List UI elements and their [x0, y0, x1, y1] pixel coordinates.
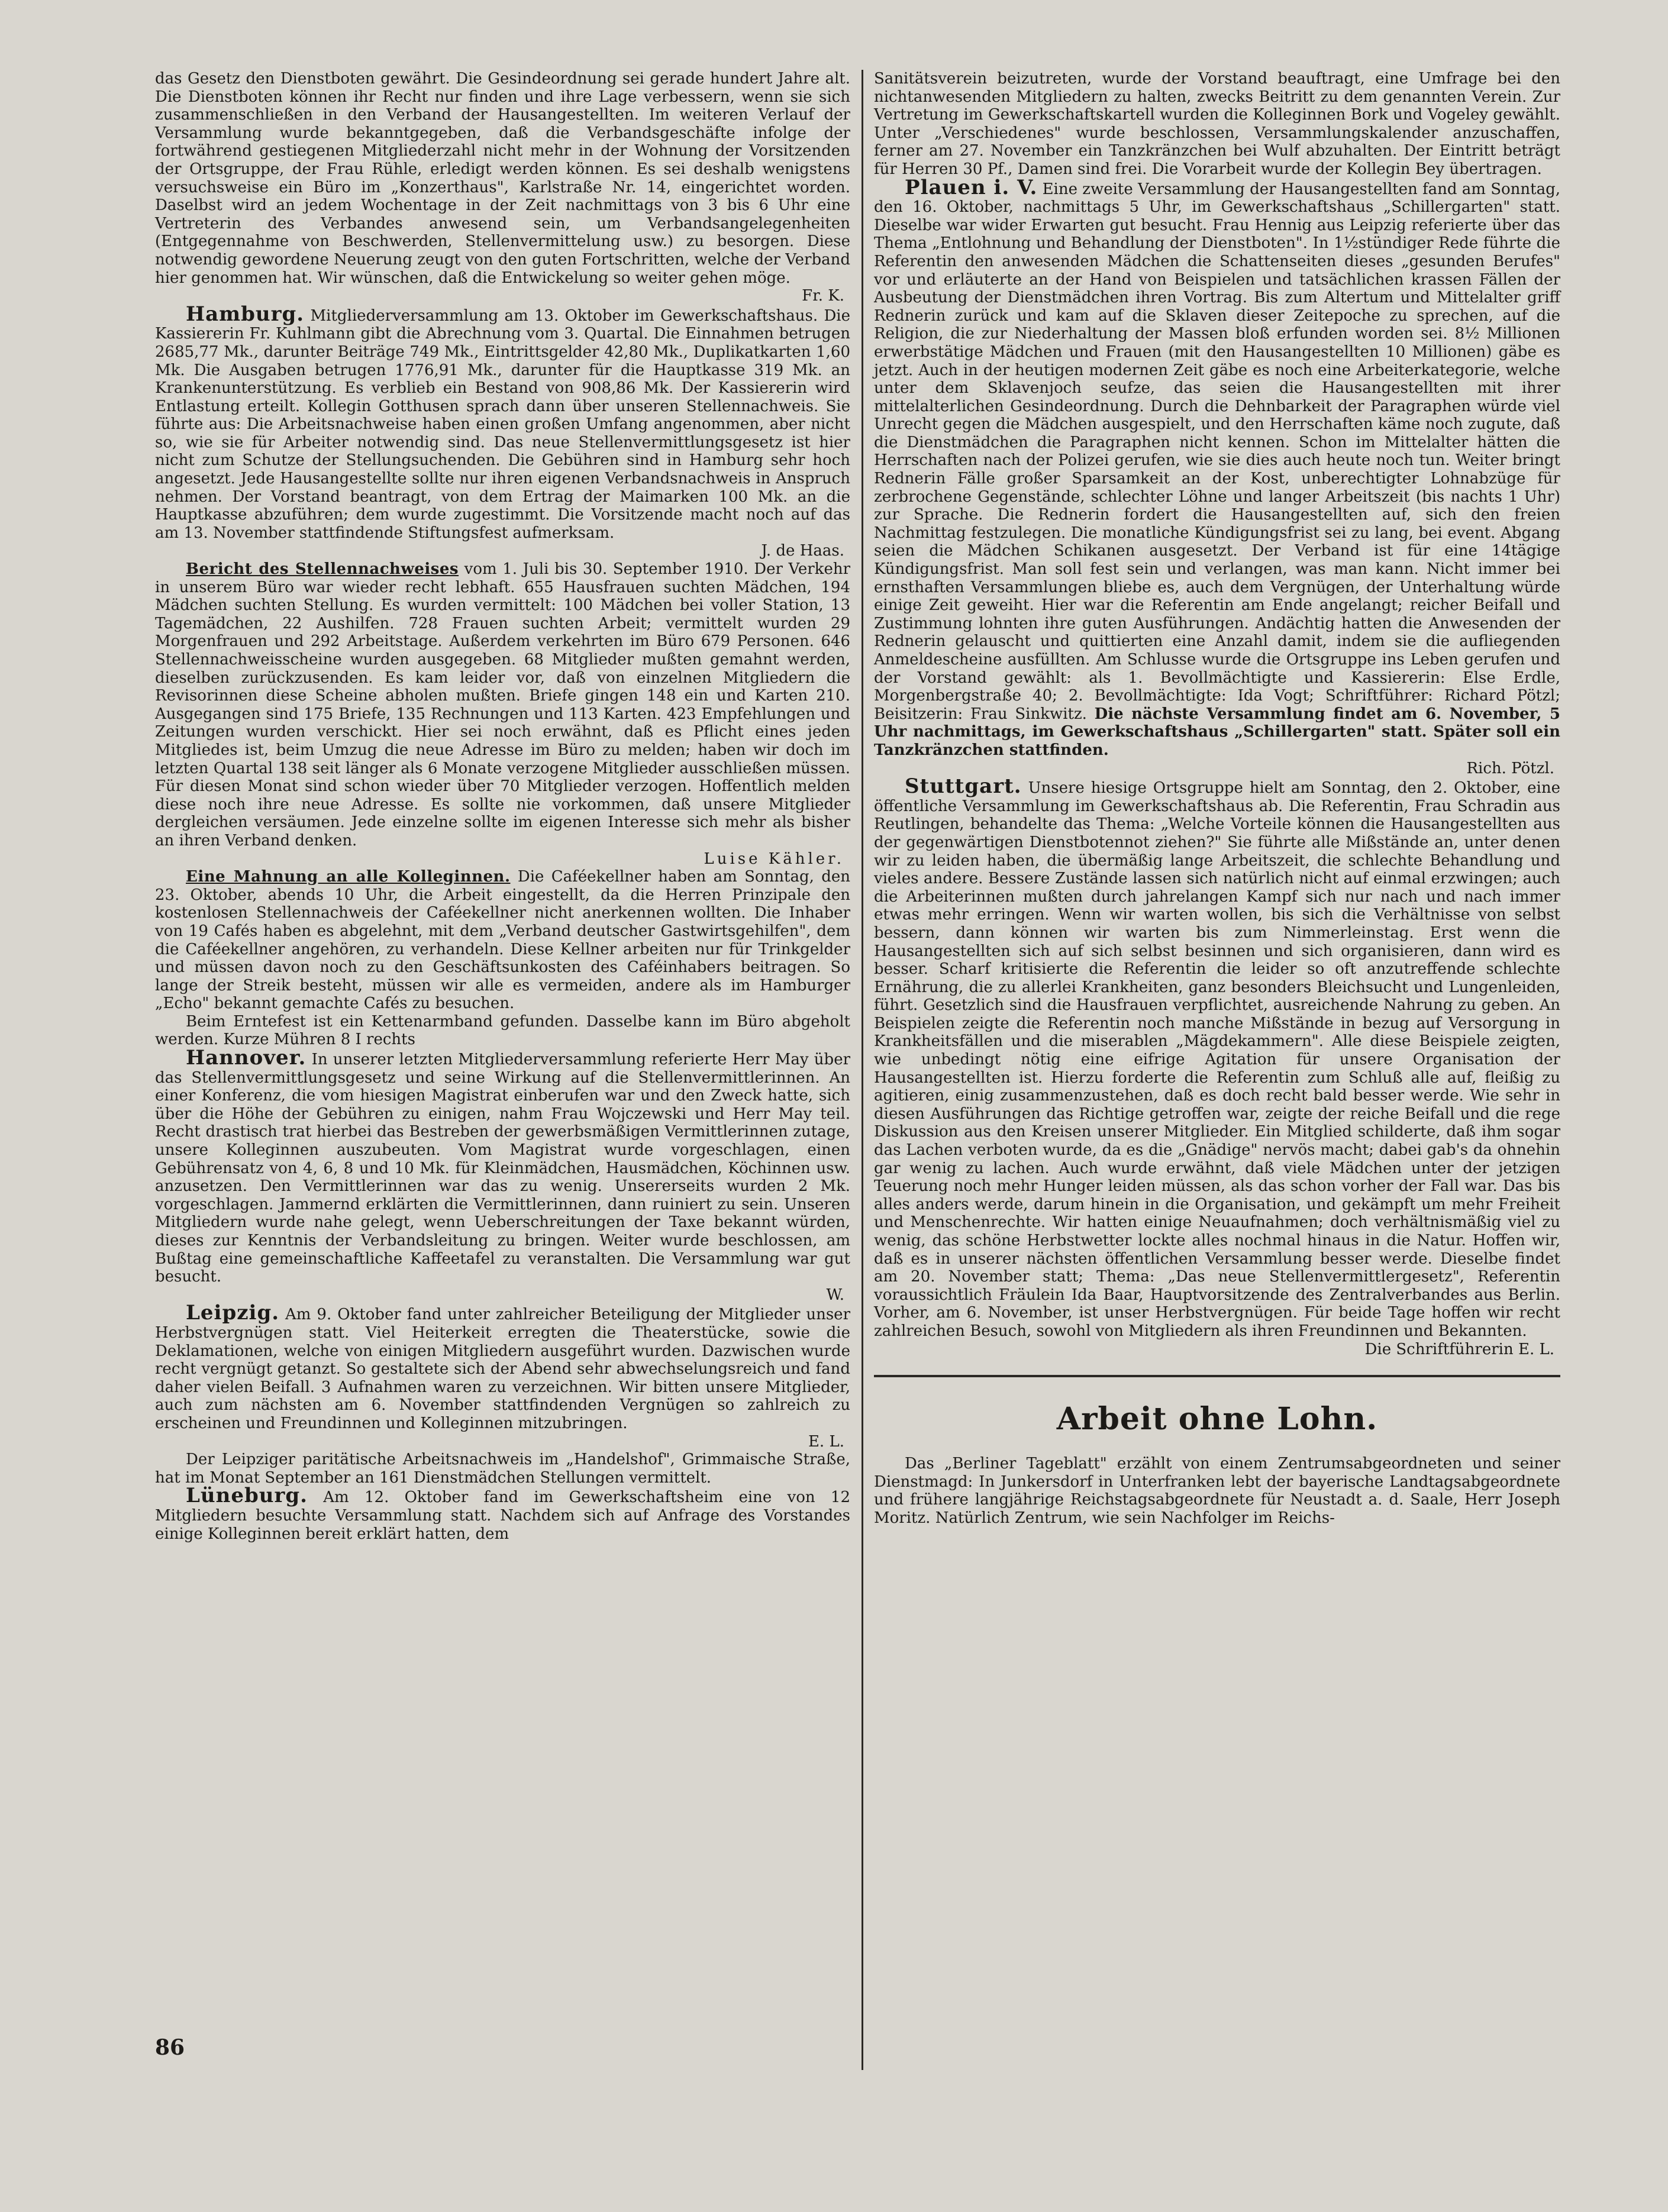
text-plauen: Eine zweite Versammlung der Hausangestellten fand am Sonntag, den 16. Oktober, nachmittags 5 Uhr, im Gewerkschaftshaus „Schillergarten" statt. Dieselbe war wider Erwarten gut besucht. Frau Hennig aus Leipzig referierte über das Thema „Entlohnung und Behandlung der Dienstboten". In 1½stündiger Rede führte die Referentin den anwesenden Mädchen die Schattenseiten dieses „gesunden Berufes" vor und erläuterte an der Hand von Beispielen und tatsächlichen krassen Fällen der Ausbeutung der Dienstmädchen ihren Vortrag. Bis zum Altertum und Mittelalter griff Rednerin zurück und kam auf die Sklaven dieser Zeitepoche zu sprechen, auf die Religion, die zur Niederhaltung der Massen bloß erfunden worden sei. 8½ Millionen erwerbstätige Mädchen und Frauen (mit den Hausangestellten 10 Millionen) gäbe es jetzt. Auch in der heutigen modernen Zeit gäbe es noch eine Arbeiterkategorie, welche unter dem Sklavenjoch seufze, das seien die Hausangestellten mit ihrer mittelalterlichen Gesindeordnung. Durch die Dehnbarkeit der Paragraphen würde viel Unrecht gegen die Mädchen ausgespielt, und den Herrschaften käme noch zugute, daß die Dienstmädchen die Paragraphen nicht kennen. Schon im Mittelalter hätten die Herrschaften nach der Polizei gerufen, wie sie dies auch heute noch tun. Weiter bringt Rednerin Fälle großer Sparsamkeit an der Kost, unberechtigter Lohnabzüge für zerbrochene Gegenstände, schlechter Löhne und langer Arbeitszeit (bis nachts 1 Uhr) zur Sprache. Die Rednerin fordert die Hausangestellten auf, sich den freien Nachmittag festzulegen. Die monatliche Kündigungsfrist sei zu lang, bei event. Abgang seien die Mädchen Schikanen ausgesetzt. Der Verband ist für eine 14tägige Kündigungsfrist. Man soll fest sein und verlangen, was man kann. Nicht immer bei ernsthaften Versammlungen bliebe es, auch dem Vergnügen, der Unterhaltung würde einige Zeit geweiht. Hier war die Referentin am Ende angelangt; reicher Beifall und Zustimmung lohnten ihre guten Ausführungen. Andächtig hatten die Anwesenden der Rednerin gelauscht und quittierten eine Anzahl damit, indem sie die aufliegenden Anmeldescheine ausfüllten. Am Schlusse wurde die Ortsgruppe ins Leben gerufen und der Vorstand gewählt: als 1. Bevollmächtigte und Kassiererin: Else Erdle, Morgenbergstraße 40; 2. Bevollmächtigte: Ida Vogt; Schriftführer: Richard Pötzl; Beisitzerin: Frau Sinkwitz.: [874, 180, 1561, 723]
paragraph-intro: das Gesetz den Dienstboten gewährt. Die Gesindeordnung sei gerade hundert Jahre alt. Die Dienstboten können ihr Recht nur finden und ihre Lage verbessern, wenn sie sich zusammenschließen in den Verband der Hausangestellten. Im weiteren Verlauf der Versammlung wurde bekanntgegeben, daß die Verbandsgeschäfte infolge der fortwährend gestiegenen Mitgliederzahl nicht mehr in der Wohnung der Vorsitzenden der Ortsgruppe, der Frau Rühle, erledigt werden können. Es sei deshalb wenigstens versuchsweise ein Büro im „Konzerthaus", Karlstraße Nr. 14, eingerichtet worden. Daselbst wird an jedem Wochentage in der Zeit nachmittags von 3 bis 6 Uhr eine Vertreterin des Verbandes anwesend sein, um Verbandsangelegenheiten (Entgegennahme von Beschwerden, Stellenvermittelung usw.) zu besorgen. Diese notwendig gewordene Neuerung zeugt von den guten Fortschritten, welche der Verband hier genommen hat. Wir wünschen, daß die Entwickelung so weiter gehen möge.: [155, 70, 850, 287]
section-lueneburg: [155, 1484, 850, 1543]
heading-stuttgart: Stuttgart.: [905, 774, 1022, 799]
section-divider: [874, 1375, 1560, 1377]
section-mahnung: [155, 868, 850, 1013]
article-title: Arbeit ohne Lohn.: [1056, 1401, 1378, 1438]
heading-hamburg: Hamburg.: [186, 302, 305, 326]
signature: W.: [826, 1286, 844, 1304]
text-mahnung: Die Caféekellner haben am Sonntag, den 23. Oktober, abends 10 Uhr, die Arbeit eingestellt, da die Herren Prinzipale den kostenlosen Stellennachweis der Caféekellner nicht anerkennen wollten. Die Inhaber von 19 Cafés haben es abgelehnt, mit dem „Verband deutscher Gastwirtsgehilfen", dem die Caféekellner angehören, zu verhandeln. Diese Kellner arbeiten nur für Trinkgelder und müssen davon noch zu den Geschäftsunkosten des Caféinhabers beitragen. So lange der Streik besteht, müssen wir alle es vermeiden, andere als im Hamburger „Echo" bekannt gemachte Cafés zu besuchen.: [155, 868, 850, 1013]
text-leipzig: Am 9. Oktober fand unter zahlreicher Beteiligung der Mitglieder unser Herbstvergnügen statt. Viel Heiterkeit erregten die Theaterstücke, sowie die Deklamationen, welche von einigen Mitgliedern ausgeführt wurden. Dazwischen wurde recht vergnügt getanzt. So gestaltete sich der Abend sehr abwechselungsreich und fand daher vielen Beifall. 3 Aufnahmen waren zu verzeichnen. Wir bitten unsere Mitglieder, auch zum nächsten am 6. November stattfindenden Vergnügen so zahlreich zu erscheinen und Freundinnen und Kolleginnen mitzubringen.: [155, 1306, 850, 1432]
text-bericht: vom 1. Juli bis 30. September 1910. Der Verkehr in unserem Büro war wieder recht lebhaft. 655 Hausfrauen suchten Mädchen, 194 Mädchen suchten Stellung. Es wurden vermittelt: 100 Mädchen bei voller Station, 13 Tagemädchen, 22 Aushilfen. 728 Frauen suchten Arbeit; vermittelt wurden 29 Morgenfrauen und 292 Arbeitstage. Außerdem verkehrten im Büro 679 Personen. 646 Stellennachweisscheine wurden ausgegeben. 68 Mitglieder mußten gemahnt werden, dieselben zurückzusenden. Es kam leider vor, daß von einzelnen Mitgliedern die Revisorinnen diese Scheine abholen mußten. Briefe gingen 148 ein und Karten 210. Ausgegangen sind 175 Briefe, 135 Rechnungen und 113 Karten. 423 Empfehlungen und Zeitungen wurden verschickt. Hier sei noch erwähnt, daß es Pflicht eines jeden Mitgliedes ist, beim Umzug die neue Adresse im Büro zu melden; haben wir doch im letzten Quartal 138 seit länger als 6 Monate verzogene Mitglieder ausschließen müssen. Für diesen Monat sind schon wieder über 70 Mitglieder verzogen. Hoffentlich melden diese noch ihre neue Adresse. Es sollte nie vorkommen, daß unsere Mitglieder dergleichen versäumen. Jede einzelne sollte im eigenen Interesse sich mehr als bisher an ihren Verband denken.: [155, 560, 851, 850]
signature: Luise Kähler.: [704, 850, 844, 868]
heading-bericht: Bericht des Stellennachweises: [186, 560, 459, 579]
left-column: [155, 70, 850, 1543]
page-number: 86: [155, 2035, 185, 2060]
heading-leipzig: Leipzig.: [186, 1301, 280, 1325]
heading-lueneburg: Lüneburg.: [186, 1484, 308, 1508]
article-text: Das „Berliner Tageblatt" erzählt von einem Zentrumsabgeordneten und seiner Dienstmagd: In Junkersdorf in Unterfranken lebt der bayerische Landtagsabgeordnete und frühere langjährige Reichstagsabgeordnete für Neustadt a. d. Saale, Herr Joseph Moritz. Natürlich Zentrum, wie sein Nachfolger im Reichs-: [874, 1455, 1560, 1527]
section-plauen: [874, 175, 1561, 760]
notice-plauen: Die nächste Versammlung findet am 6. November, 5 Uhr nachmittags, im Gewerkschaftshaus „Schillergarten" statt. Später soll ein Tanzkränzchen stattfinden.: [874, 705, 1561, 759]
signature: Fr. K.: [802, 287, 844, 305]
heading-mahnung: Eine Mahnung an alle Kolleginnen.: [186, 868, 511, 886]
section-leipzig: [155, 1301, 850, 1432]
signature: J. de Haas.: [761, 542, 844, 560]
paragraph-leipzig-nachweis: Der Leipziger paritätische Arbeitsnachweis im „Handelshof", Grimmaische Straße, hat im Monat September an 161 Dienstmädchen Stellungen vermittelt.: [155, 1451, 850, 1487]
heading-plauen: Plauen i. V.: [905, 175, 1038, 199]
section-bericht: [155, 560, 850, 850]
signature: E. L.: [808, 1432, 844, 1451]
paragraph-fund: Beim Erntefest ist ein Kettenarmband gefunden. Dasselbe kann im Büro abgeholt werden. Kurze Mühren 8 I rechts: [155, 1012, 850, 1049]
section-hannover: [155, 1046, 851, 1286]
heading-hannover: Hannover.: [186, 1046, 307, 1070]
text-stuttgart: Unsere hiesige Ortsgruppe hielt am Sonntag, den 2. Oktober, eine öffentliche Versammlung im Gewerkschaftshaus ab. Die Referentin, Frau Schradin aus Reutlingen, behandelte das Thema: „Welche Vorteile können die Hausangestellten aus der gegenwärtigen Dienstbotennot ziehen?" Sie führte alle Mißstände an, unter denen wir zu leiden haben, die übermäßig lange Arbeitszeit, die schlechte Behandlung und vieles andere. Bessere Zustände lassen sich natürlich nicht auf einmal erzwingen; auch die Arbeiterinnen mußten durch jahrelangen Kampf sich nur nach und nach immer etwas mehr erringen. Wenn wir warten wollen, bis sich die Verhältnisse von selbst bessern, dann können wir warten bis zum Nimmerleinstag. Erst wenn die Hausangestellten sich auf sich selbst besinnen und sich organisieren, dann wird es besser. Scharf kritisierte die Referentin die leider so oft anzutreffende schlechte Ernährung, die zu allerlei Krankheiten, ganz besonders Bleichsucht und Lungenleiden, führt. Gesetzlich sind die Hausfrauen verpflichtet, ausreichende Nahrung zu geben. An Beispielen zeigte die Referentin noch manche Mißstände in bezug auf Versorgung in Krankheitsfällen und die miserablen „Mägdekammern". Alle diese Beispiele zeigten, wie unbedingt nötig eine eifrige Agitation für unsere Organisation der Hausangestellten ist. Hierzu forderte die Referentin zum Schluß alle auf, fleißig zu agitieren, einig zusammenzustehen, daß es doch recht bald besser werde. Wie sehr in diesen Ausführungen das Richtige getroffen war, zeigte der reiche Beifall und die rege Diskussion aus den Kreisen unserer Mitglieder. Ein Mitglied schilderte, daß ihm sogar das Lachen verboten wurde, da es die „Gnädige" nervös macht; dabei gab's da ohnehin gar wenig zu lachen. Auch wurde erwähnt, daß viele Mädchen unter der jetzigen Teuerung noch mehr Hunger leiden müssen, als das schon vorher der Fall war. Das bis alles anders werde, darum hinein in die Organisation, und gekämpft um mehr Freiheit und Menschenrechte. Wir hatten einige Neuaufnahmen; doch verhältnismäßig viel zu wenig, das schöne Herbstwetter lockte alles nochmal hinaus in die Natur. Hoffen wir, daß es in unserer nächsten öffentlichen Versammlung besser werde. Dieselbe findet am 20. November statt; Thema: „Das neue Stellenvermittlergesetz", Referentin voraussichtlich Fräulein Ida Baar, Hauptvorsitzende des Zentralverbandes aus Berlin. Vorher, am 6. November, ist unser Herbstvergnügen. Für beide Tage hoffen wir recht zahlreichen Besuch, sowohl von Mitgliedern als ihren Freundinnen und Bekannten.: [874, 779, 1560, 1340]
text-lueneburg: Am 12. Oktober fand im Gewerkschaftsheim eine von 12 Mitgliedern besuchte Versammlung statt. Nachdem sich auf Anfrage des Vorstandes einige Kolleginnen bereit erklärt hatten, dem: [155, 1488, 850, 1543]
section-stuttgart: [874, 774, 1560, 1340]
column-divider: [862, 70, 863, 2070]
right-column: [874, 70, 1560, 1528]
signature: Rich. Pötzl.: [1466, 759, 1554, 777]
section-hamburg: [155, 302, 851, 542]
paragraph-continued: Sanitätsverein beizutreten, wurde der Vorstand beauftragt, eine Umfrage bei den nichtanwesenden Mitgliedern zu halten, zwecks Beitritt zu dem genannten Verein. Zur Vertretung im Gewerkschaftskartell wurden die Kolleginnen Bork und Vogeley gewählt. Unter „Verschiedenes" wurde beschlossen, Versammlungskalender anzuschaffen, ferner am 27. November ein Tanzkränzchen bei Wulf abzuhalten. Der Eintritt beträgt für Herren 30 Pf., Damen sind frei. Die Vorarbeit wurde der Kollegin Bey übertragen.: [874, 70, 1560, 178]
text-hannover: In unserer letzten Mitgliederversammlung referierte Herr May über das Stellenvermittlungsgesetz und seine Wirkung auf die Stellenvermittlerinnen. An einer Konferenz, die vom hiesigen Magistrat einberufen war und den Zweck hatte, sich über die Höhe der Gebühren zu einigen, nahm Frau Wojczewski und Herr May teil. Recht drastisch trat hierbei das Bestreben der gewerbsmäßigen Vermittlerinnen zutage, unsere Kolleginnen auszubeuten. Vom Magistrat wurde vorgeschlagen, einen Gebührensatz von 4, 6, 8 und 10 Mk. für Kleinmädchen, Hausmädchen, Köchinnen usw. anzusetzen. Den Vermittlerinnen war das zu wenig. Unsererseits wurden 2 Mk. vorgeschlagen. Jammernd erklärten die Vermittlerinnen, dann ruiniert zu sein. Unseren Mitgliedern wurde nahe gelegt, wenn Ueberschreitungen der Taxe bekannt würden, dieses zur Kenntnis der Verbandsleitung zu bringen. Weiter wurde beschlossen, am Bußtag eine gemeinschaftliche Kaffeetafel zu veranstalten. Die Versammlung war gut besucht.: [155, 1051, 851, 1286]
text-hamburg: Mitgliederversammlung am 13. Oktober im Gewerkschaftshaus. Die Kassiererin Fr. Kuhlmann gibt die Abrechnung vom 3. Quartal. Die Einnahmen betrugen 2685,77 Mk., darunter Beiträge 749 Mk., Eintrittsgelder 42,80 Mk., Duplikatkarten 1,60 Mk. Die Ausgaben betrugen 1776,91 Mk., darunter für die Hauptkasse 319 Mk. an Krankenunterstützung. Es verblieb ein Bestand von 908,86 Mk. Der Kassiererin wird Entlastung erteilt. Kollegin Gotthusen sprach dann über unseren Stellennachweis. Sie führte aus: Die Arbeitsnachweise haben einen großen Umfang angenommen, aber nicht so, wie sie für Arbeiter notwendig sind. Das neue Stellenvermittlungsgesetz ist hier nicht zum Schutze der Stellungsuchenden. Die Gebühren sind in Hamburg sehr hoch angesetzt. Jede Hausangestellte sollte nur ihren eigenen Verbandsnachweis in Anspruch nehmen. Der Vorstand beantragt, von dem Ertrag der Maimarken 100 Mk. an die Hauptkasse abzuführen; dem wurde zugestimmt. Die Vorsitzende macht noch auf das am 13. November stattfindende Stiftungsfest aufmerksam.: [155, 306, 851, 542]
signature: Die Schriftführerin E. L.: [1364, 1340, 1554, 1358]
